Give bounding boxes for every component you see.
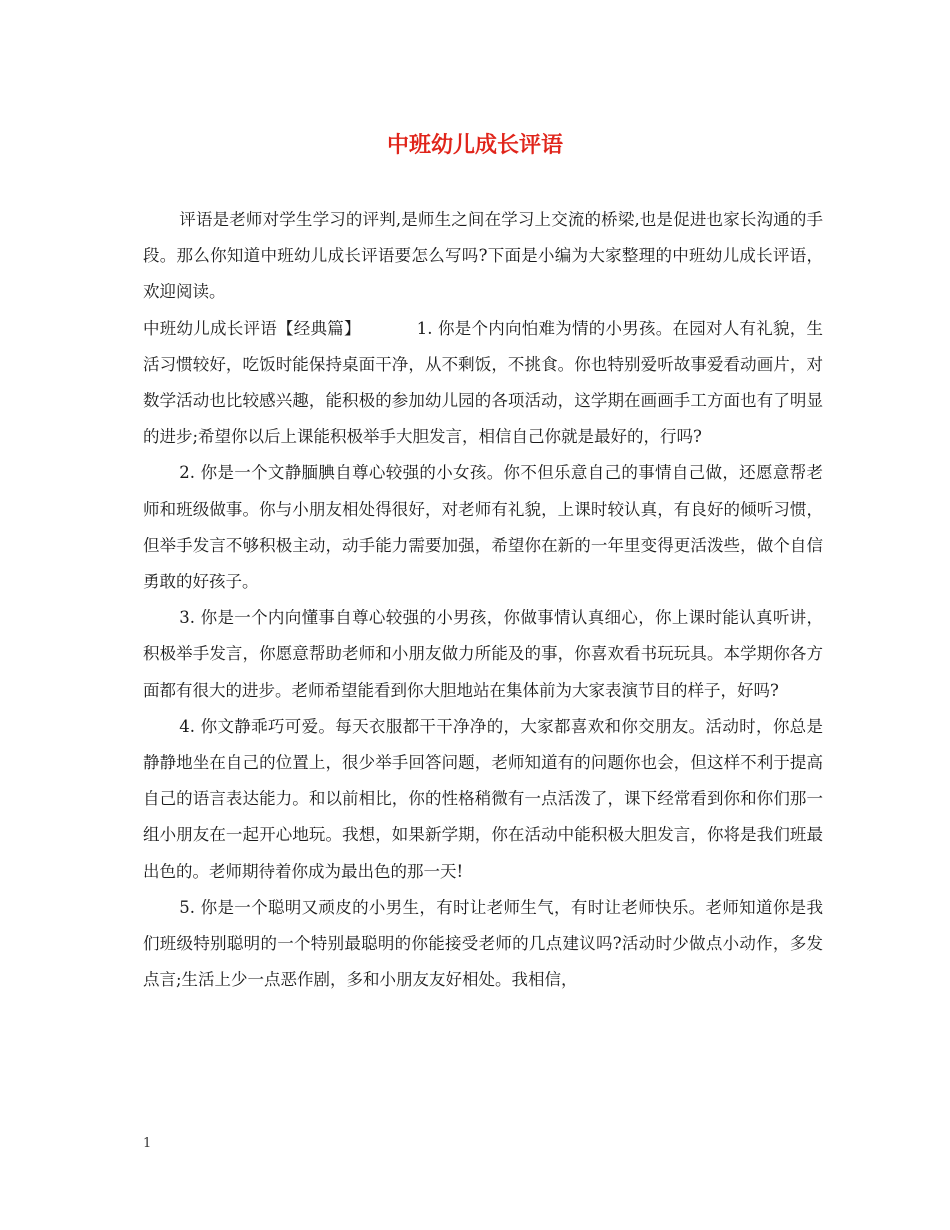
comment-item-3: 3. 你是一个内向懂事自尊心较强的小男孩，你做事情认真细心，你上课时能认真听讲，积极举手发言，你愿意帮助老师和小朋友做力所能及的事，你喜欢看书玩玩具。本学期你各方面都有很大的进步。老师希望能看到你大胆地站在集体前为大家表演节目的样子，好吗? <box>143 608 823 700</box>
comment-item-5: 5. 你是一个聪明又顽皮的小男生，有时让老师生气，有时让老师快乐。老师知道你是我们班级特别聪明的一个特别最聪明的你能接受老师的几点建议吗?活动时少做点小动作，多发点言;生活上少一点恶作剧，多和小朋友友好相处。我相信， <box>143 897 823 990</box>
comment-item-1: 1. 你是个内向怕难为情的小男孩。在园对人有礼貌，生活习惯较好，吃饭时能保持桌面干净，从不剩饭，不挑食。你也特别爱听故事爱看动画片，对数学活动也比较感兴趣，能积极的参加幼儿园的各项活动，这学期在画画手工方面也有了明显的进步;希望你以后上课能积极举手大胆发言，相信自己你就是最好的，行吗? <box>143 318 823 447</box>
intro-paragraph: 评语是老师对学生学习的评判,是师生之间在学习上交流的桥梁,也是促进也家长沟通的手段。那么你知道中班幼儿成长评语要怎么写吗?下面是小编为大家整理的中班幼儿成长评语，欢迎阅读。 <box>143 210 823 302</box>
document-title: 中班幼儿成长评语 <box>386 132 563 158</box>
comment-item-4: 4. 你文静乖巧可爱。每天衣服都干干净净的，大家都喜欢和你交朋友。活动时，你总是静静地坐在自己的位置上，很少举手回答问题，老师知道有的问题你也会，但这样不利于提高自己的语言表达能力。和以前相比，你的性格稍微有一点活泼了，课下经常看到你和你们那一组小朋友在一起开心地玩。我想，如果新学期，你在活动中能积极大胆发言，你将是我们班最出色的。老师期待着你成为最出色的那一天! <box>143 716 823 881</box>
document-body <box>143 202 823 998</box>
page-number: 1 <box>143 1136 152 1151</box>
comment-item-2: 2. 你是一个文静腼腆自尊心较强的小女孩。你不但乐意自己的事情自己做，还愿意帮老师和班级做事。你与小朋友相处得很好，对老师有礼貌，上课时较认真，有良好的倾听习惯，但举手发言不够积极主动，动手能力需要加强，希望你在新的一年里变得更活泼些，做个自信勇敢的好孩子。 <box>143 463 823 592</box>
section-heading: 中班幼儿成长评语【经典篇】 <box>143 318 361 338</box>
section-paragraph <box>143 311 823 456</box>
